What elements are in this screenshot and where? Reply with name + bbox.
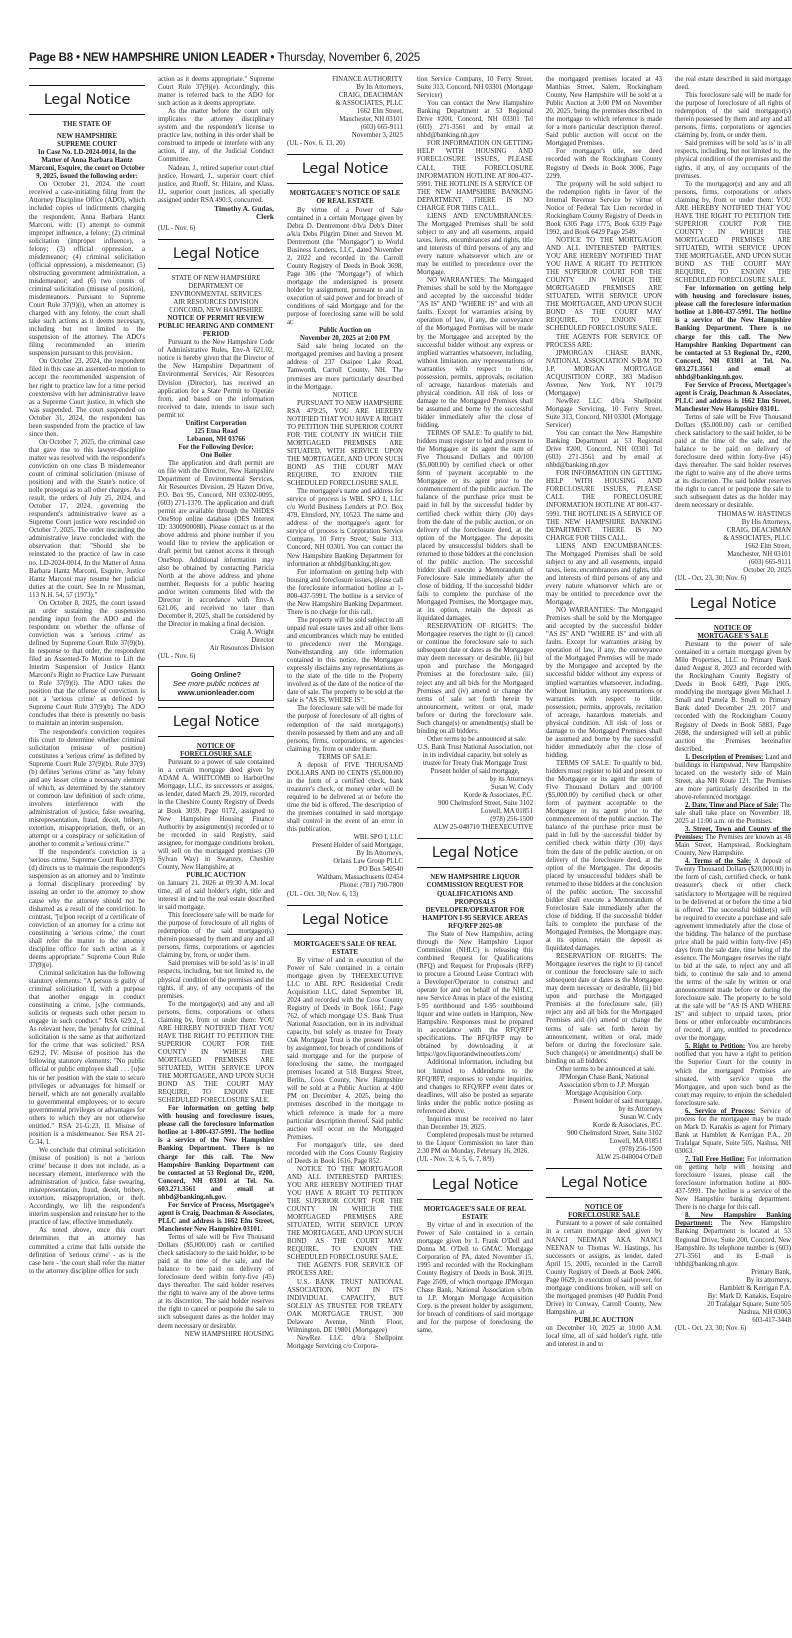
signature: by its Attorneys <box>618 1106 662 1113</box>
signature: Manchester, NH 03101 <box>727 550 791 558</box>
section-text: The sale shall take place on November 18, 2025 at 11:00 a.m. on the Premises. <box>675 801 791 826</box>
permittee: 125 Etna Road <box>194 427 238 435</box>
paragraph: NOTICE TO THE MORTGAGOR AND ALL INTERESTED PARTIES: YOU ARE HEREBY NOTIFIED THAT YOU HAVE A RIGHT TO PETITION THE SUPERIOR COURT FOR THE COUNTY IN WHICH THE MORTGAGED PREMISES ARE SITUATED, WITH SERVICE UPON THE MORTGAGEE, AND UPON SUCH BOND AS THE COURT MAY REQUIRE, TO ENJOIN THE SCHEDULED FORECLOSURE SALE. <box>287 1165 403 1262</box>
section-text: A deposit of Twenty Thousand Dollars ($20,000.00) in the form of cash, certified check, or bank treasurer's check or other check satisfactory to Mortgagee will be required to be delivered at or before the time a bid is offered. The successful bidder(s) will be required to execute a purchase and sale agreement immediately after the close of the bidding. The balance of the purchase price shall be paid within forty-five (45) days from the sale date, time being of the essence. The Mortgagee reserves the right to bid at the sale, to reject any and all bids, to continue the sale and to amend the terms of the sale by written or oral announcement made before or during the foreclosure sale. The property to be sold at the sale will be "AS IS AND WHERE IS" and subject to unpaid taxes, prior liens or other enforceable encumbrances of record, if any, entitled to precedence over the mortgage. <box>675 858 791 1043</box>
masthead-separator: • <box>75 52 80 64</box>
paragraph: on January 21, 2026 at 09:30 A.M. local time, all of said holder's right, title and interest in and to the real estate described in said mortgage. <box>158 879 274 912</box>
terms-label: TERMS OF SALE: <box>318 753 372 761</box>
agency-line: AIR RESOURCES DIVISION <box>173 299 259 307</box>
case-line: In Case No. LD-2024-0014, In the Matter of Anna Barbara Hantz Marconi, Esquire, the court on October 9, 2025, issued the following order: <box>29 149 145 181</box>
paragraph: THE AGENTS FOR SERVICE OF PROCESS ARE: <box>546 333 662 349</box>
page-number: Page B8 <box>29 52 73 64</box>
signature: 1662 Elm Street, <box>356 108 403 116</box>
paragraph: the mortgaged premises located at 43 Matthias Street, Salem, Rockingham County, New Hampshire will be sold at a Public Auction at 3:00 PM on November 20, 2025, being the premises described in the mortgage to which reference is made for a more particular description thereof. Said public auction will occur on the Mortgaged Premises. <box>546 76 662 148</box>
union-leader-link[interactable]: www.unionleader.com <box>177 688 255 698</box>
paragraph: FOR INFORMATION ON GETTING HELP WITH HOUSING AND FORECLOSURE ISSUES, PLEASE CALL THE FORECLOSURE INFORMATION HOTLINE AT 800-437-5991. THE HOTLINE IS A SERVICE OF THE NEW HAMPSHIRE BANKING DEPARTMENT. THERE IS NO CHARGE FOR THIS CALL. <box>546 470 662 542</box>
signature: Orlans Law Group PLLC <box>333 858 403 866</box>
permittee: For the Following Device: <box>178 443 254 451</box>
paragraph: The respondent's conviction requires this court to determine whether criminal solicitation (misuse of position) constitutes a 'serious crime' as defined by Supreme Court Rule 37(9)(b). Rule 37(9)(b) defines 'serious crime' as "any felony and any lesser crime a necessary element of which, as determined by the statutory or common law definition of such crime, involves interference with the administration of justice, false swearing, misrepresentation, fraud, deceit, bribery, extortion, misappropriation, theft, or an attempt or a conspiracy or solicitation of another to commit a 'serious crime.'" <box>29 728 145 849</box>
signature: 20 Trafalgar Square, Suite 505 <box>707 1300 791 1308</box>
paragraph: Pursuant to a power of sale contained in a certain mortgage deed given by ADAM A. WHITCOMB to HarborOne Mortgage, LLC, its successors or assigns, as lender, dated March 29, 2019, recorded in the Cheshire County Registry of Deeds at Book 3059, Page 0172, assigned to New Hampshire Housing Finance Authority by assignment(s) recorded or to be recorded in said Registry, said assignee, for mortgage conditions broken, will sell on the mortgaged premises (30 Sylvan Way) in Swanzey, Cheshire County, New Hampshire, at <box>158 759 274 871</box>
paragraph: NOTICE TO THE MORTGAGOR AND ALL INTERESTED PARTIES: YOU ARE HEREBY NOTIFIED THAT YOU HAVE A RIGHT TO PETITION THE SUPERIOR COURT FOR THE COUNTY IN WHICH THE MORTGAGED PREMISES ARE SITUATED, WITH SERVICE UPON THE MORTGAGEE, AND UPON SUCH BOND AS THE COURT MAY REQUIRE, TO ENJOIN THE SCHEDULED FORECLOSURE SALE. <box>546 236 662 333</box>
signature: Hamblett & Kerrigan P.A. <box>719 1284 791 1292</box>
section-heading: 3. Street, Town and County of the Premises: <box>675 826 791 842</box>
signature: U.S. Bank Trust National Association, not in its individual capacity, but solely as trustee for Treaty Oak Mortgage Trust <box>417 743 533 767</box>
signature: THOMAS W. HASTINGS <box>717 510 791 518</box>
paragraph: On October 21, 2024, the court received a case-initiating filing from the Attorney Discipline Office (ADO), which included copies of indictments charging the respondent, Anna Barbara Hantz Marconi, with: (1) attempt to commit improper influence, a felony; (2) criminal solicitation (improper influence), a felony; (3) official oppression, a misdemeanor; (4) criminal solicitation (official oppression), a misdemeanor; (5) obstructing government administration, a misdemeanor; and (6) two counts of criminal solicitation (misuse of position), misdemeanors. Pursuant to Supreme Court Rule 37(9)(i), when an attorney is charged with any felony, the court shall take such actions as it deems necessary, including but not limited to the suspension of the attorney. The ADO's filing recommended an interim suspension pursuant to this provision. <box>29 181 145 358</box>
column-4 <box>417 76 533 1626</box>
auction-date: November 20, 2025 at 2:00 PM <box>300 335 390 343</box>
run-dates: (UL - Nov. 6) <box>158 224 196 232</box>
agency-line: DEPARTMENT OF <box>188 282 244 290</box>
signature: NEW HAMPSHIRE HOUSING <box>184 1330 274 1338</box>
notice-title: FORECLOSURE SALE <box>180 751 252 759</box>
signature: By Its Attorneys, <box>356 84 403 92</box>
legal-notices-page <box>29 76 792 1626</box>
section-text: You are hereby notified that you have a right to petition the Superior Court for the county in which the mortgaged Premises are situated, with service upon the Mortgagee, and upon such bond as the court may require, to enjoin the scheduled foreclosure sale. <box>675 1043 791 1107</box>
run-dates: (UL - Oct. 30; Nov. 6, 13) <box>287 890 359 898</box>
legal-notice-heading: Legal Notice <box>287 905 403 935</box>
section-text: Land and buildings in Hampstead, New Hampshire located on the westerly side of Main Street, aka NH Route 121. The Premises are more particularly described in the above-referenced mortgage. <box>675 753 791 801</box>
signature: Korde & Associates, P.C. <box>463 792 533 800</box>
paragraph: The foreclosure sale will be made for the purpose of foreclosure of all rights of redemption of the said mortgagor(s) therein possessed by them and any and all persons, firms, corporations, or agencies claiming by, from or under them. <box>287 705 403 753</box>
signature: WBL SPO I, LLC <box>353 834 403 842</box>
paragraph: For information on getting help with housing and foreclosure issues, please call the foreclosure information hotline at 1-800-437-5991. The hotline is a service of the New Hampshire Banking Department. There is no charge for this call. The New Hampshire Banking Department can be contacted at 53 Regional Dr., #200, Concord, NH 03301 at Tel. No. 603.271.3561 and email at nhbd@banking.nh.gov. <box>158 1105 274 1201</box>
paragraph: By virtue of a Power of Sale contained in a certain Mortgage given by Debra D. Dentremont d/b/a Deb's Diner a/k/a Debs Pilgrim Diner and Steven M. Dentremont (the "Mortgagor") to World Business Lenders, LLC, dated November 2, 2022 and recorded in the Carroll County Registry of Deeds in Book 3698, Page 306 (the "Mortgage") of which mortgage the undersigned is present holder by assignment, pursuant to and in execution of said power and for breach of conditions of said Mortgage and for the purpose of foreclosing same will be sold at: <box>287 206 403 327</box>
signature: ALW 25-048004 O'Dell <box>596 1154 662 1162</box>
paragraph: Pursuant to the New Hampshire Code of Administrative Rules, Env-A 621.02, notice is hereby given that the Director of the New Hampshire Department of Environmental Services, Air Resources Division (Director), has received an application for a State Permit to Operate from, and based on the information received to date, intends to issue such permit to: <box>158 339 274 419</box>
paragraph: tion Service Company, 10 Ferry Street, Suite 313, Concord, NH 03301 (Mortgage Servicer) <box>417 76 533 100</box>
paragraph: This foreclosure sale will be made for the purpose of foreclosure of all rights of redemption of the said mortgagor(s) therein possessed by them and any and all persons, firms, corporations or agencies claiming by, from, or under them. <box>675 92 791 140</box>
paragraph: LIENS AND ENCUMBRANCES: The Mortgaged Premises shall be sold subject to any and all easements, unpaid taxes, liens, encumbrances and rights, title and interests of third persons of any and every nature whatsoever which are or may be entitled to precedence over the Mortgage. <box>417 212 533 277</box>
paragraph: On October 7, 2025, the criminal case that gave rise to this lawyer-discipline matter was resolved with the respondent's conviction on one class B misdemeanor count of criminal solicitation (misuse of position) and with the State's notice of nolle prosequi as to all other charges. As a result, the orders of July 25, 2024, and October 17, 2024, governing the respondent's administrative leave as a Supreme Court justice were rescinded on October 7, 2025. The order rescinding the administrative leave concluded with the observation that: "Should she be reinstated to the practice of law in case no. LD-2024-0014, In the Matter of Anna Barbara Hantz Marconi, Esquire, Justice Hantz Marconi may resume her judicial duties at the court. See In re Mussman, 113 N.H. 54, 57 (1973)." <box>29 438 145 599</box>
signature: Director <box>251 637 274 644</box>
signature: Waltham, Massachusetts 02454 <box>316 874 403 882</box>
signature: By His Attorneys, <box>741 518 791 526</box>
section-heading: 1. Description of Premises: <box>685 753 764 761</box>
signature: (603) 665-9111 <box>748 558 791 566</box>
section <box>675 1108 791 1156</box>
signature: 900 Chelmsford Street, Suite 3102 <box>438 800 533 808</box>
notice-title: NEW HAMPSHIRE LIQUOR COMMISSION REQUEST FOR QUALIFICATIONS AND PROPOSALS DEVELOPER/OPERATOR FOR HAMPTON I-95 SERVICE AREAS RFQ/RFP 2025-08 <box>422 874 528 930</box>
legal-notice-heading: Legal Notice <box>29 85 145 115</box>
legal-notice-heading: Legal Notice <box>675 589 791 619</box>
paragraph: For Service of Process, Mortgagee's agent is Craig, Deachman & Associates, PLLC and address is 1662 Elm Street, Manchester New Hampshire 03101. <box>675 381 791 413</box>
signature: October 20, 2025 <box>743 566 791 574</box>
section-heading: 8. New Hampshire Banking Department: <box>675 1212 791 1228</box>
agency-line: STATE OF NEW HAMPSHIRE <box>171 274 261 282</box>
paragraph: action as it deems appropriate." Supreme Court Rule 37(9)(e). Accordingly, this matter is referred back to the ADO for such action as it deems appropriate. <box>158 76 274 108</box>
paragraph: The mortgagee's name and address for service of process is WBL SPO I, LLC c/o World Business Lenders at P.O. Box 479, Elmsford, NY, 10523. The name and address of the mortgagee's agent for service of process is Corporation Service Company, 10 Ferry Street, Suite 313, Concord, NH 03301. You can contact the New Hampshire Banking Department for information at nhbd@banking.nh.gov. <box>287 488 403 568</box>
run-dates: (UL - Nov. 6, 13, 20) <box>287 140 345 148</box>
signature: CRAIG, DEACHMAN <box>338 92 403 100</box>
going-online-box <box>158 666 274 701</box>
paragraph: If the respondent's conviction is a 'serious crime,' Supreme Court Rule 37(9)(d) directs us to maintain the respondent's suspension as an attorney and to 'institute a formal disciplinary proceeding' by issuing an order to the attorney to show cause why the attorney should not be disbarred as a result of the conviction. In contrast, "[u]pon receipt of a certificate of conviction of an attorney for a crime not constituting a 'serious crime,' the court shall refer the matter to the attorney discipline office for such action as it deems appropriate." Supreme Court Rule 37(9)(e). <box>29 849 145 969</box>
section-heading: 2. Date, Time and Place of Sale: <box>685 801 779 809</box>
legal-notice-heading: Legal Notice <box>417 1170 533 1200</box>
paragraph: NO WARRANTIES: The Mortgaged Premises shall be sold by the Mortgagee and accepted by the successful bidder "AS IS" AND "WHERE IS" and with all faults. Except for warranties arising by operation of law, if any, the conveyance of the Mortgaged Premises will be made by the Mortgagee and accepted by the successful bidder without any express or implied warranties whatsoever, including, without limitation, any representations or warranties with respect to title, possession, permits, approvals, recitation of acreage, hazardous materials and physical condition. All risk of loss or damage to the Mortgaged Premises shall be assumed and borne by the successful bidder immediately after the close of bidding. <box>546 607 662 759</box>
paragraph: For mortgagor's title, see deed recorded with the Coos County Registry of Deeds in Book 1616, Page 852. <box>287 1141 403 1165</box>
signature: By its attorneys, <box>746 1276 791 1284</box>
signature: Nashua, NH 03063 <box>738 1308 791 1316</box>
signature: Craig A. Wright <box>230 628 274 636</box>
permittee: Unifirst Corporation <box>185 419 247 427</box>
section-text: The Premises are known as 48 Main Street, Hampstead, Rockingham County, New Hampshire. <box>675 834 791 858</box>
signature: (978) 256-1500 <box>490 816 533 824</box>
column-5 <box>546 76 662 1626</box>
signature: 603-417-3448 <box>752 1316 791 1324</box>
column-1 <box>29 76 145 1626</box>
paragraph: Completed proposals must be returned to the Liquor Commission no later than 2:30 PM on Monday, February 16, 2026. <box>417 1131 533 1155</box>
paragraph: NewRez LLC d/b/a Shellpoint Mortgage Servicing, 10 Ferry Street, Suite 313, Concord, NH 03301 (Mortgage Servicer) <box>546 397 662 430</box>
column-3 <box>287 76 403 1626</box>
notice-title: MORTGAGEE'S NOTICE OF SALE OF REAL ESTATE <box>289 190 401 206</box>
going-online-title: Going Online? <box>190 670 242 680</box>
going-online-subtitle: See more public notices at <box>173 679 259 689</box>
auction-label: PUBLIC AUCTION <box>186 871 246 879</box>
notice-title: MORTGAGEE'S SALE OF REAL ESTATE <box>423 1206 527 1222</box>
column-2 <box>158 76 274 1626</box>
paragraph: on December 10, 2025 at 10:00 A.M. local time, all of said holder's right, title and interest in and to <box>546 1325 662 1349</box>
paragraph: As the matter before the court only implicates the attorney disciplinary system and the respondent's license to practice law, nothing in this order shall be construed to impede or interfere with any action, if any, of the Judicial Conduct Committee. <box>158 108 274 164</box>
run-dates: (UL - Oct. 23, 30; Nov. 6) <box>675 574 747 582</box>
signature: Manchester, NH 03101 <box>339 116 403 124</box>
paragraph: Terms of sale will be Five Thousand Dollars ($5,000.00) cash or certified check satisfactory to the said holder, to be paid at the time of the sale, and the balance to be paid on delivery of foreclosure deed within forty-five (45) days thereafter. The said holder reserves the right to waive any of the above terms at its discretion. The said holder reserves the right to cancel or postpone the sale to such subsequent dates as the holder may deem necessary or desirable. <box>158 1234 274 1330</box>
paragraph: Terms of sale will be Five Thousand Dollars ($5,000.00) cash or certified check satisfactory to the said holder, to be paid at the time of the sale, and the balance to be paid on delivery of foreclosure deed within forty-five (45) days thereafter. The said holder reserves the right to waive any of the above terms at its discretion. The said holder reserves the right to cancel or postpone the sale to such subsequent dates as the holder may deem necessary or desirable. <box>675 413 791 510</box>
signature: Present holder of said mortgage, <box>573 1097 662 1105</box>
paragraph: Said sale being located on the mortgaged premises and having a present address of 237 Ossipee Lake Road, Tamworth, Carroll County, NH. The premises are more particularly described in the Mortgage. <box>287 343 403 391</box>
paragraph: JPMORGAN CHASE BANK, NATIONAL ASSOCIATION S/B/M TO J.P. MORGAN MORTGAGE ACQUISITION CORP., 383 Madison Avenue, New York, NY 10179 (Mortgagee) <box>546 349 662 397</box>
paragraph: To the mortgagor(s) and any and all persons, firms, corporations or others claiming by, from or under them: YOU ARE HEREBY NOTIFIED THAT YOU HAVE THE RIGHT TO PETITION THE SUPERIOR COURT FOR THE COUNTY IN WHICH THE MORTGAGED PREMISES ARE SITUATED, WITH SERVICE UPON THE MORTGAGEE, AND UPON SUCH BOND AS THE COURT MAY REQUIRE, TO ENJOIN THE SCHEDULED FORECLOSURE SALE. <box>158 1000 274 1105</box>
legal-notice-heading: Legal Notice <box>158 239 274 269</box>
legal-notice-heading: Legal Notice <box>287 154 403 184</box>
paragraph: On October 23, 2024, the respondent filed in this case an assented-to motion to accept the recommended suspension of her right to practice law for a time period coextensive with her administrative leave as a Supreme Court justice, in which she was suspended. The court suspended on October 31, 2024, the respondent has been suspended from the practice of law since then. <box>29 358 145 438</box>
signature: (978) 256-1500 <box>619 1146 662 1154</box>
signature: ALW 25-048710 THEEXECUTIVE <box>433 824 533 832</box>
signature: Korde & Associates, P.C. <box>592 1122 662 1130</box>
section-text: Service of process for the mortgagee may be made on Mark D. Kanakis as agent for Primary Bank at Hamblett & Kerrigan P.A., 20 Trafalgar Square, Suite 505, Nashua, NH 03063. <box>675 1107 791 1155</box>
paragraph: Pursuant to the power of sale contained in a certain mortgage given by Milo Properties, LLC to Primary Bank dated August 8, 2023 and recorded with the Rockingham County Registry of Deeds in Book 6499, Page 1905, modifying the mortgage given Michael J. Small and Pamela B. Small to Primary Bank dated December 29, 2017 and recorded with the Rockingham County Registry of Deeds in Book 5883, Page 2698, the undersigned will sell at public auction the Premises hereinafter described. <box>675 641 791 753</box>
section-heading: 6. Service of Process: <box>685 1107 756 1115</box>
signature: & ASSOCIATES, PLLC <box>723 534 791 542</box>
paragraph: Nadeau, J., retired superior court chief justice, Howard, J., superior court chief justice, and Ruoff, St. Hilaire, and Klass, JJ., superior court justices, all specially assigned under RSA 490:3, concurred. <box>158 164 274 204</box>
paragraph: By virtue of and in execution of the Power of Sale contained in a certain mortgage given by I. Frank O'Dell and Donna M. O'Dell to GMAC Mortgage Corporation of PA, dated November 15, 1995 and recorded with the Rockingham County Registry of Deeds in Book 3019, Page 2509, of which mortgage JPMorgan Chase Bank, National Association s/b/m to J.P. Morgan Mortgage Acquisition Corp. is the present holder by assignment, for breach of conditions of said mortgage and for the purpose of foreclosing the same, <box>417 1222 533 1334</box>
signature: By: Mark D. Kanakis, Esquire <box>707 1292 791 1300</box>
legal-notice-heading: Legal Notice <box>417 838 533 868</box>
run-dates: (UL - Nov. 3, 4, 5, 6, 7, 8/9) <box>417 1156 494 1164</box>
signature: Air Resources Division <box>209 645 274 653</box>
paragraph: FOR INFORMATION ON GETTING HELP WITH HOUSING AND FORECLOSURE ISSUES, PLEASE CALL THE FORECLOSURE INFORMATION HOTLINE AT 800-437-5991. THE HOTLINE IS A SERVICE OF THE NEW HAMPSHIRE BANKING DEPARTMENT. THERE IS NO CHARGE FOR THIS CALL. <box>417 140 533 212</box>
paragraph: For information on getting help with housing and foreclosure issues, please call the foreclosure information hotline at 1-800-437-5991. The hotline is a service of the New Hampshire Banking Department. There is no charge for this call. <box>287 568 403 616</box>
section <box>675 1212 791 1268</box>
legal-notice-heading: Legal Notice <box>546 1168 662 1198</box>
paragraph: Criminal solicitation has the following statutory elements: "A person is guilty of criminal solicitation if, with a purpose that another engage in conduct constituting a crime, [s]he commands, solicits or requests such other person to engage in such conduct." RSA 629:2, I. As relevant here, the 'penalty for criminal solicitation is the same as that authorized for the crime that was solicited.' RSA 629:2, IV. Misuse of position has the following statutory elements: "No public official or public employee shall . . . [u]se his or her position with the state to secure privileges or advantages for himself or herself, which are not generally available to governmental employees, or to secure governmental privileges or advantages for others to which they are not otherwise entitled." RSA 21-G:23, II. Misuse of position is a misdemeanor. See RSA 21-G:34, I. <box>29 969 145 1146</box>
paragraph: A deposit of FIVE THOUSAND DOLLARS AND 00 CENTS ($5,000.00) in the form of a certified check, bank treasurer's check, or money order will be required to be delivered at or before the time the bid is offered. The description of the premises contained in said mortgage shall control in the event of an error in this publication. <box>287 761 403 834</box>
signature: 900 Chelmsford Street, Suite 3102 <box>567 1130 662 1138</box>
section-heading: 5. Right to Petition: <box>685 1043 746 1051</box>
legal-notice-heading: Legal Notice <box>158 707 274 737</box>
paragraph: Other terms to be announced at sale. <box>556 1065 656 1073</box>
section-text: For information on getting help with housing and foreclosure issues, please call the foreclosure information hotline at 800-437-5991. The hotline is a service of the New Hampshire banking department. There is no charge for this call. <box>675 1156 791 1212</box>
agency-line: CONCORD, NEW HAMPSHIRE <box>169 307 263 315</box>
notice-title: MORTGAGEE'S SALE <box>697 633 769 640</box>
notice-title: NOTICE OF PERMIT REVIEW PUBLIC HEARING AND COMMENT PERIOD <box>158 315 274 339</box>
paragraph: Pursuant to a power of sale contained in a certain mortgage deed given by NANCI NEEMAN AKA NANCI NEENAN to Thomas W. Hastings, his successors or assigns, as lender, dated April 15, 2005, recorded in the Carroll County Registry of Deeds at Book 2406, Page 0629, in execution of said power, for mortgage conditions broken, will sell on the mortgaged premises (40 Puddin Pond Drive) in Conway, Carroll County, New Hampshire, at <box>546 1220 662 1316</box>
paragraph: the real estate described in said mortgage deed. <box>675 76 791 92</box>
paragraph: PURSUANT TO NEW HAMPSHIRE RSA 479:25, YOU ARE HEREBY NOTIFIED THAT YOU HAVE A RIGHT TO PETITION THE SUPERIOR COURT FOR THE COUNTY IN WHICH THE MORTGAGED PREMISES ARE SITUATED, WITH SERVICE UPON THE MORTGAGEE, AND UPON SUCH BOND AS THE COURT MAY REQUIRE, TO ENJOIN THE SCHEDULED FORECLOSURE SALE. <box>287 399 403 488</box>
run-dates: (UL - Nov. 6) <box>158 653 196 661</box>
paragraph: Said premises will be sold 'as is' in all respects, including, but not limited to, the physical condition of the premises and the rights, if any, of any occupants of the premises. <box>158 960 274 1000</box>
signature: Susan W. Cody <box>490 784 533 792</box>
permittee: Lebanon, NH 03766 <box>186 435 246 443</box>
agency-line: ENVIRONMENTAL SERVICES <box>170 290 262 298</box>
paragraph: Additional information, including but not limited to Addendums to the RFQ/RFP, responses to vendor inquiries, and changes to RFQ/RFP event dates or deadlines, will also be posted as separate links under the public notice posting as referenced above. <box>417 1059 533 1115</box>
paragraph: The State of New Hampshire, acting through the New Hampshire Liquor Commission (NHLC) is releasing this combined Request for Qualifications (RFQ) and Request for Proposals (RFP) to procure a Ground Lease Contract with a Developer/Operator to construct and operate for and on behalf of the NHLC, new Service Areas in place of the existing I-95 northbound and I-95 southbound liquor and wine outlets in Hampton, New Hampshire. Responses must be prepared in accordance with the RFQ/RFP specifications. The RFQ/RFP may be obtained by downloading it at https://gov.liquorandwineoutlets.com/ <box>417 930 533 1059</box>
paragraph: By virtue of and in execution of the Power of Sale contained in a certain mortgage given by THEEXECUTIVE LLC to ABL RPC Residential Credit Acquisition LLC, dated September 18, 2024 and recorded with the Coos County Registry of Deeds in Book 1661, Page 762, of which mortgage U.S. Bank Trust National Association, not in its individual capacity, but solely as trustee for Treaty Oak Mortgage Trust is the present holder by assignment, for breach of conditions of said mortgage and for the purpose of foreclosing the same, the mortgaged premises located at 518 Burgess Street, Berlin, Coos County, New Hampshire will be sold at a Public Auction at 4:00 PM on December 4, 2025, being the premises described in the mortgage to which reference is made for a more particular description thereof. Said public auction will occur on the Mortgaged Premises. <box>287 956 403 1141</box>
signature: FINANCE AUTHORITY <box>332 76 403 83</box>
signature: November 3, 2025 <box>351 132 403 140</box>
notice-title: NOTICE OF <box>584 1204 624 1212</box>
auction-label: PUBLIC AUCTION <box>574 1316 634 1324</box>
notice-title: NOTICE OF <box>196 743 236 751</box>
masthead-separator: • <box>270 52 275 64</box>
section <box>675 1156 791 1212</box>
paragraph: THE AGENTS FOR SERVICE OF PROCESS ARE: <box>287 1262 403 1278</box>
paragraph: This foreclosure sale will be made for the purpose of foreclosure of all rights of redemption of the said mortgagor(s) therein possessed by them and any and all persons, firms, corporations or agencies claiming by, from, or under them. <box>158 912 274 960</box>
publication-date: Thursday, November 6, 2025 <box>277 52 421 64</box>
paragraph: Other terms to be announced at sale. <box>427 735 527 743</box>
signature: PO Box 540540 <box>358 866 403 874</box>
signature: Susan W. Cody <box>619 1114 662 1122</box>
notice-title: THE STATE OF <box>62 121 112 128</box>
section-heading: 4. Terms of the Sale: <box>685 858 752 866</box>
notice-title: MORTGAGEE'S SALE OF REAL ESTATE <box>293 940 397 956</box>
notice-title: FORECLOSURE SALE <box>568 1212 640 1220</box>
paragraph: As noted above, once this court determines that an attorney has committed a crime that falls outside the definition of 'serious crime' - as is the case here - 'the court shall refer the matter to the attorney discipline office for such <box>29 1227 145 1275</box>
signature: Timothy A. Gudas, <box>214 203 274 213</box>
paragraph: TERMS OF SALE: To qualify to bid, bidders must register to bid and present to the Mortgagee or its agent the sum of Five Thousand Dollars and 00/100 ($5,000.00) by certified check or other form of payment acceptable to the Mortgagee or its agent prior to the commencement of the public auction. The balance of the purchase price must be paid in full by the successful bidder by certified check within thirty (30) days from the date of the public auction, or on delivery of the foreclosure deed, at the option of the Mortgagee. The deposits placed by unsuccessful bidders shall be returned to those bidders at the conclusion of the public auction. The successful bidder shall execute a Memorandum of Foreclosure Sale immediately after the close of bidding. If the successful bidder fails to complete the purchase of the Mortgaged Premises, the Mortgagee may, at its option, retain the deposit as liquidated damages. <box>417 430 533 623</box>
signature: Primary Bank, <box>751 1268 791 1276</box>
notice-title: NEW HAMPSHIRE <box>56 133 118 141</box>
signature: 1662 Elm Street, <box>744 542 791 550</box>
paragraph: The application and draft permit are on file with the Director, New Hampshire Department of Environmental Services, Air Resources Division, 29 Hazen Drive, P.O. Box 95, Concord, NH 03302-0095, (603) 271-1370. The application and draft permit are available through the NHDES OneStop online database (DES Interest ID: 3300900088). Please contact us at the above address and phone number if you would like to review the application or draft permit but cannot access it through OneStop. Additional information may also be obtained by contacting Patricia North at the above address and phone number. Requests for a public hearing and/or written comments filed with the Director in accordance with Env-A 621.06, and received no later than December 8, 2025, shall be considered by the Director in making a final decision. <box>158 459 274 628</box>
column-6 <box>675 76 791 1626</box>
signature: JPMorgan Chase Bank, National Association s/b/m to J.P. Morgan Mortgage Acquisition Corp. <box>558 1073 650 1097</box>
paragraph: U.S. BANK TRUST NATIONAL ASSOCIATION, NOT IN ITS INDIVIDUAL CAPACITY, BUT SOLELY AS TRUSTEE FOR TREATY OAK MORTGAGE TRUST, 300 Delaware Avenue, Ninth Floor, Wilmington, DE 19801 (Mortgagee) <box>287 1278 403 1334</box>
section <box>675 826 791 858</box>
paragraph: We conclude that criminal solicitation (misuse of position) is not a 'serious crime' because it does not include, as a necessary element, interference with the administration of justice, false swearing, misrepresentation, fraud, deceit, bribery, extortion, misappropriation, or theft. Accordingly, we lift the respondent's interim suspension and reinstate her to the practice of law, effective immediately. <box>29 1146 145 1227</box>
notice-title: NOTICE OF <box>713 624 753 632</box>
permittee: One Boiler <box>200 451 232 459</box>
signature: CRAIG, DEACHMAN <box>726 526 791 534</box>
paragraph: TERMS OF SALE: To qualify to bid, bidders must register to bid and present to the Mortgagee or its agent the sum of Five Thousand Dollars and 00/100 ($5,000.00) by certified check or other form of payment acceptable to the Mortgagee or its agent prior to the commencement of the public auction. The balance of the purchase price must be paid in full by the successful bidder by certified check within thirty (30) days from the date of the public auction, or on delivery of the foreclosure deed, at the option of the Mortgagee. The deposits placed by unsuccessful bidders shall be returned to those bidders at the conclusion of the public auction. The successful bidder shall execute a Memorandum of Foreclosure Sale immediately after the close of bidding. If the successful bidder fails to complete the purchase of the Mortgaged Premises, the Mortgagee may, at its option, retain the deposit as liquidated damages. <box>546 759 662 953</box>
paragraph: Inquiries must be received no later than December 19, 2025. <box>417 1115 533 1131</box>
auction-label: Public Auction on <box>318 327 372 335</box>
notice-title: SUPREME COURT <box>57 141 117 149</box>
section-text: The New Hampshire Banking Department is located at 53 Regional Drive, Suite 200, Concord, New Hampshire. Its telephone number is (603) 271-3561 and its E-mail is nhbd@banking.nh.gov. <box>675 1220 791 1268</box>
paragraph: The property will be sold subject to the redemption rights in favor of the Internal Revenue Service by virtue of Notice of Federal Tax Lien recorded in Rockingham County Registry of Deeds in Book 6305 Page 1775, Book 6339 Page 1992, and Book 6429 Page 2549. <box>546 180 662 236</box>
signature: Lowell, MA 01851 <box>480 808 533 816</box>
section <box>675 802 791 826</box>
signature: Present Holder of said Mortgage, <box>311 842 403 850</box>
masthead-divider <box>29 68 792 69</box>
section <box>675 1043 791 1107</box>
publication-name: NEW HAMPSHIRE UNION LEADER <box>82 52 268 64</box>
signature: (603) 665-9111 <box>360 124 403 132</box>
paragraph: LIENS AND ENCUMBRANCES: The Mortgaged Premises shall be sold subject to any and all easements, unpaid taxes, liens, encumbrances and rights, title and interests of third persons of any and every nature whatsoever which are or may be entitled to precedence over the Mortgage. <box>546 542 662 607</box>
section-heading: 7. Toll Free Hotline: <box>685 1156 745 1164</box>
paragraph: You can contact the New Hampshire Banking Department at 53 Regional Drive #200, Concord, NH 03301 Tel (603) 271-3561 and by email at nhbd@banking.nh.gov <box>417 100 533 140</box>
paragraph: NO WARRANTIES: The Mortgaged Premises shall be sold by the Mortgagee and accepted by the successful bidder "AS IS" AND "WHERE IS" and with all faults. Except for warranties arising by operation of law, if any, the conveyance of the Mortgaged Premises will be made by the Mortgagee and accepted by the successful bidder without any express or implied warranties whatsoever, including, without limitation, any representations or warranties with respect to title, possession, permits, approvals, recitation of acreage, hazardous materials and physical condition. All risk of loss or damage to the Mortgaged Premises shall be assumed and borne by the successful bidder immediately after the close of bidding. <box>417 277 533 430</box>
section <box>675 858 791 1043</box>
paragraph: You can contact the New Hampshire Banking Department at 53 Regional Drive #200, Concord, NH 03301 Tel (603) 271-3561 and by email at nhbd@banking.nh.gov <box>546 430 662 470</box>
paragraph: Said premises will be sold 'as is' in all respects, including, but not limited to, the physical condition of the premises and the rights, if any, of any occupants of the premises. <box>675 140 791 180</box>
signature: Lowell, MA 01851 <box>609 1138 662 1146</box>
paragraph: For information on getting help with housing and foreclosure issues, please call the foreclosure information hotline at 1-800-437-5991. The hotline is a service of the New Hampshire Banking Department. There is no charge for this call. The New Hampshire Banking Department can be contacted at 53 Regional Dr., #200, Concord, NH 03301 at Tel. No. 603.271.3561 and email at nhbd@banking.nh.gov. <box>675 285 791 381</box>
notice-label: NOTICE <box>332 391 358 399</box>
paragraph: RESERVATION OF RIGHTS: The Mortgagee reserves the right to (i) cancel or continue the foreclosure sale to such subsequent date or dates as the Mortgagee may deem necessary or desirable, (ii) bid upon and purchase the Mortgaged Premises at the foreclosure sale, (iii) reject any and all bids for the Mortgaged Premises and (iv) amend or change the terms of sale set forth herein by announcement, written or oral, made before or during the foreclosure sale. Such change(s) or amendment(s) shall be binding on all bidders. <box>546 953 662 1065</box>
signature: by its Attorneys <box>489 776 533 784</box>
paragraph: RESERVATION OF RIGHTS: The Mortgagee reserves the right to (i) cancel or continue the foreclosure sale to such subsequent date or dates as the Mortgagee may deem necessary or desirable, (ii) bid upon and purchase the Mortgaged Premises at the foreclosure sale, (iii) reject any and all bids for the Mortgaged Premises and (iv) amend or change the terms of sale set forth herein by announcement, written or oral, made before or during the foreclosure sale. Such change(s) or amendment(s) shall be binding on all bidders. <box>417 623 533 735</box>
paragraph: The property will be sold subject to all unpaid real estate taxes and all other liens and encumbrances which may be entitled to precedence over the Mortgage. Notwithstanding any title information contained in this notice, the Mortgagee expressly disclaims any representations as to the state of the title to the Property involved as of the date of the notice of the date of sale. The property to be sold at the sale is "AS IS, WHERE IS". <box>287 616 403 705</box>
run-dates: (UL - Oct. 23, 30; Nov. 6) <box>675 1325 747 1333</box>
paragraph: On October 8, 2025, the court issued an order sustaining the suspension pending input from the ADO and the respondent on whether the offense of conviction was a 'serious crime' as defined by Supreme Court Rule 37(9)(b). In response to that order, the respondent filed an Assented-To Motion to Lift the Interim Suspension of Justice Hantz Marconi's Right to Practice Law Pursuant to Rule 37(9)(i). The ADO takes the position that the offense of conviction is not a 'serious crime' as defined by Supreme Court Rule 37(9)(b). The ADO concludes that there is presently no basis to maintain an interim suspension. <box>29 599 145 728</box>
signature: Present holder of said mortgage, <box>430 768 520 776</box>
signature: & ASSOCIATES, PLLC <box>335 100 403 108</box>
signature: Clerk <box>255 211 274 221</box>
paragraph: For mortgagor's title, see deed recorded with the Rockingham County Registry of Deeds in Book 3006, Page 2299. <box>546 148 662 180</box>
paragraph: NewRez LLC d/b/a Shellpoint Mortgage Servicing c/o Corpora- <box>287 1334 403 1350</box>
signature: Phone: (781) 790-7800 <box>339 882 403 890</box>
paragraph: For Service of Process, Mortgagee's agent is Craig, Deachman & Associates, PLLC and address is 1662 Elm Street, Manchester New Hampshire 03101. <box>158 1201 274 1233</box>
paragraph: To the mortgagor(s) and any and all persons, firms, corporations or others claiming by, from or under them: YOU ARE HEREBY NOTIFIED THAT YOU HAVE THE RIGHT TO PETITION THE SUPERIOR COURT FOR THE COUNTY IN WHICH THE MORTGAGED PREMISES ARE SITUATED, WITH SERVICE UPON THE MORTGAGEE, AND UPON SUCH BOND AS THE COURT MAY REQUIRE, TO ENJOIN THE SCHEDULED FORECLOSURE SALE. <box>675 180 791 285</box>
signature: By Its Attorneys, <box>356 850 403 858</box>
section <box>675 754 791 802</box>
